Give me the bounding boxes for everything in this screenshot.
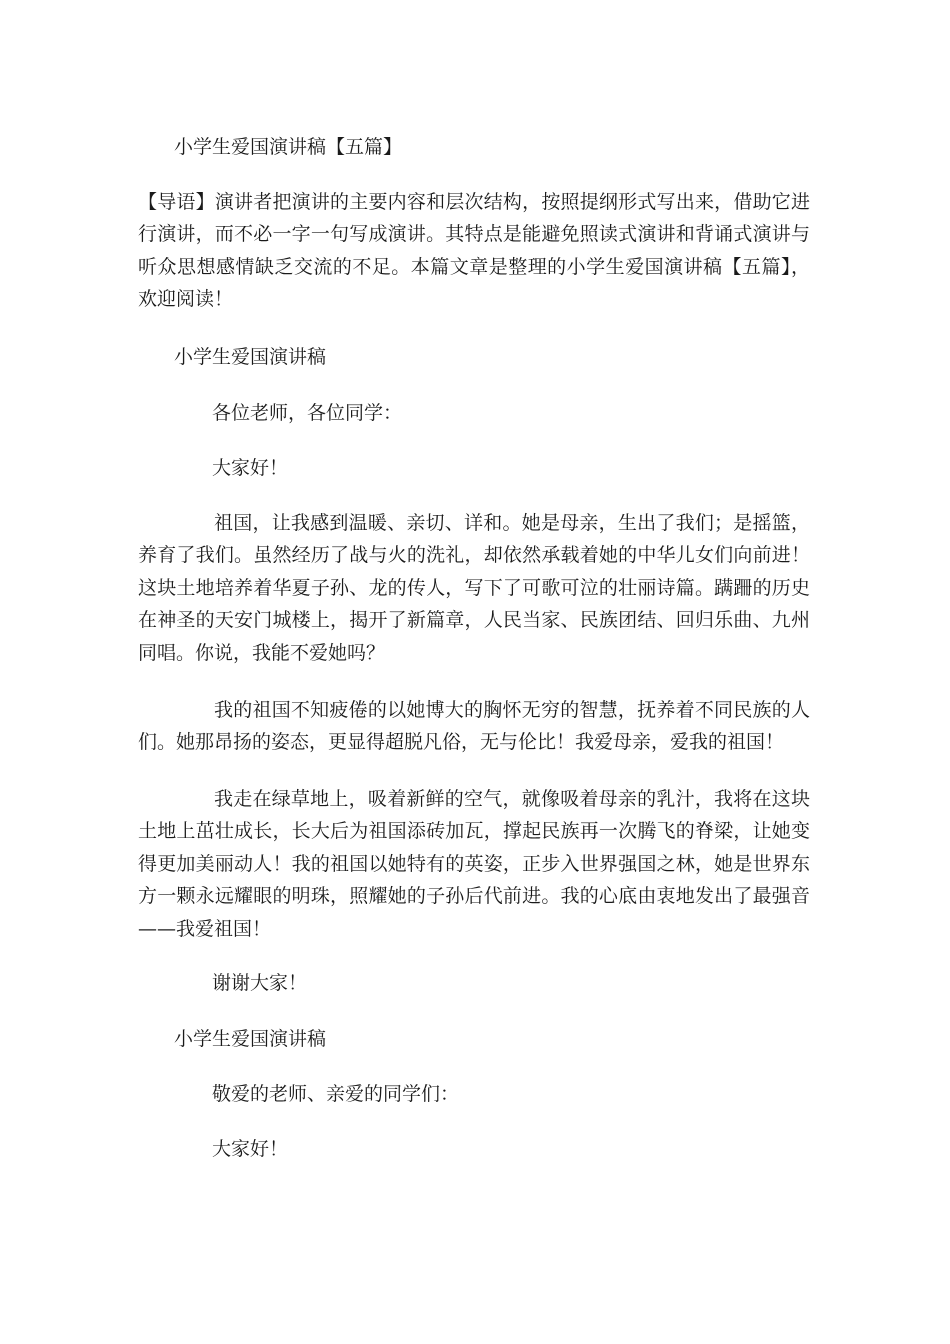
speech-1-paragraph-1: 祖国，让我感到温暖、亲切、详和。她是母亲，生出了我们；是摇篮，养育了我们。虽然经历了战与火的洗礼，却依然承载着她的中华儿女们向前进！这块土地培养着华夏子孙、龙的传人，写下了可歌可泣的壮丽诗篇。蹒跚的历史在神圣的天安门城楼上，揭开了新篇章，人民当家、民族团结、回归乐曲、九州同唱。你说，我能不爱她吗？ (138, 512, 810, 664)
document-title: 小学生爱国演讲稿【五篇】 (174, 136, 403, 158)
speech-1-greeting: 大家好！ (212, 457, 289, 479)
speech-1-closing: 谢谢大家！ (212, 972, 308, 994)
speech-1-salutation: 各位老师，各位同学： (212, 402, 403, 424)
speech-1-paragraph-3: 我走在绿草地上，吸着新鲜的空气，就像吸着母亲的乳汁，我将在这块土地上茁壮成长，长大后为祖国添砖加瓦，撑起民族再一次腾飞的脊梁，让她变得更加美丽动人！我的祖国以她特有的英姿，正步入世界强国之林，她是世界东方一颗永远耀眼的明珠，照耀她的子孙后代前进。我的心底由衷地发出了最强音——我爱祖国！ (138, 788, 810, 940)
intro-paragraph: 【导语】演讲者把演讲的主要内容和层次结构，按照提纲形式写出来，借助它进行演讲，而不必一字一句写成演讲。其特点是能避免照读式演讲和背诵式演讲与听众思想感情缺乏交流的不足。本篇文章是整理的小学生爱国演讲稿【五篇】，欢迎阅读！ (138, 191, 810, 311)
speech-1-paragraph-2: 我的祖国不知疲倦的以她博大的胸怀无穷的智慧，抚养着不同民族的人们。她那昂扬的姿态，更显得超脱凡俗，无与伦比！我爱母亲，爱我的祖国！ (138, 699, 810, 754)
speech-2-heading: 小学生爱国演讲稿 (174, 1028, 327, 1050)
speech-2-greeting: 大家好！ (212, 1138, 289, 1160)
speech-1-heading: 小学生爱国演讲稿 (174, 346, 327, 368)
speech-2-salutation: 敬爱的老师、亲爱的同学们： (212, 1083, 460, 1105)
